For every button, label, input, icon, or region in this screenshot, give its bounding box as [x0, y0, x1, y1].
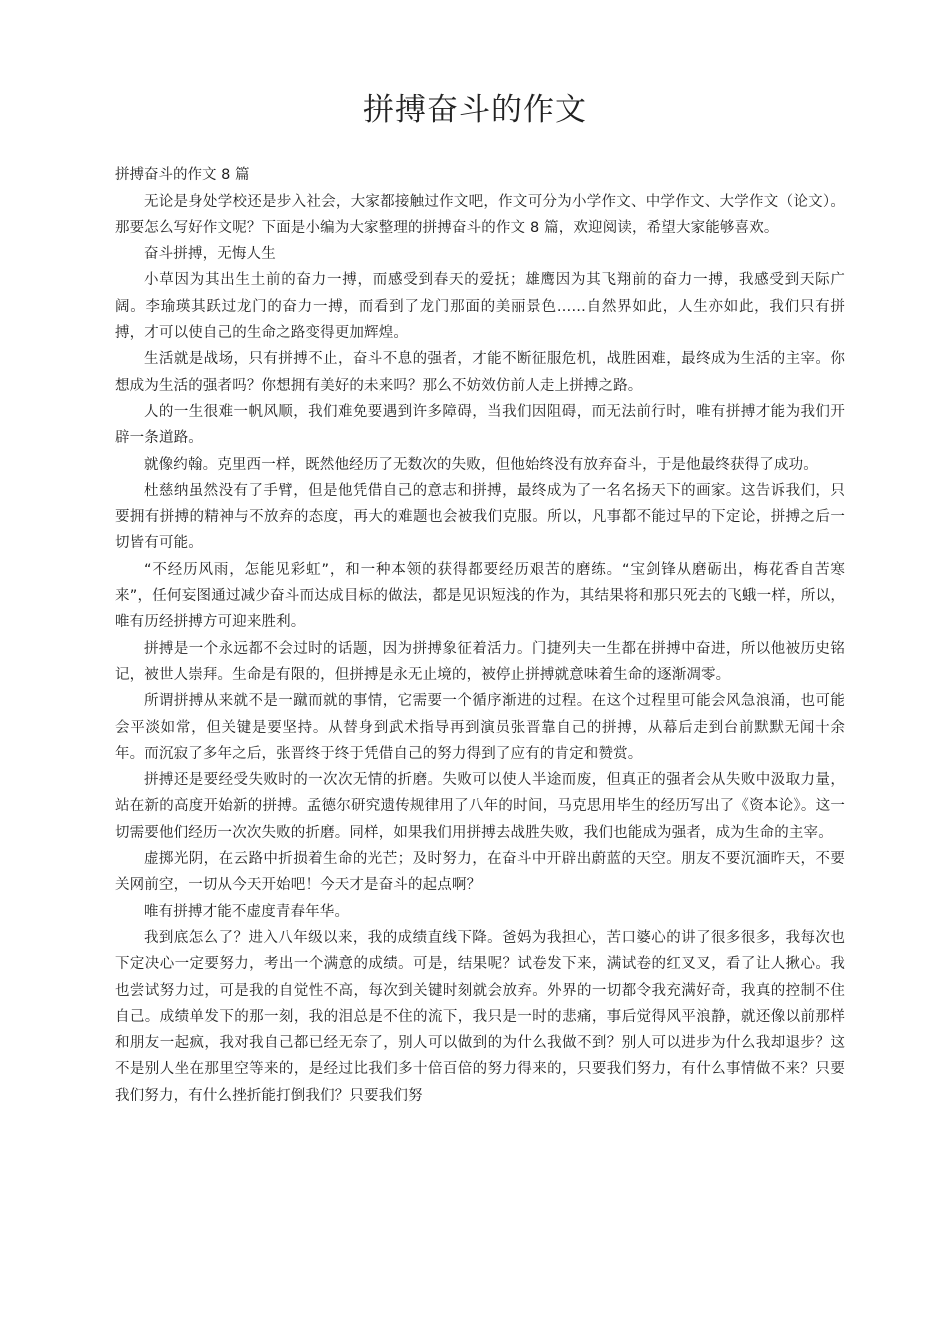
document-subtitle: 拼搏奋斗的作文 8 篇 — [115, 167, 250, 183]
paragraph: 小草因为其出生土前的奋力一搏，而感受到春天的爱抚；雄鹰因为其飞翔前的奋力一搏，我感受到天际广阔。李瑜瑛其跃过龙门的奋力一搏，而看到了龙门那面的美丽景色……自然界如此，人生亦如此，我们只有拼搏，才可以使自己的生命之路变得更加辉煌。 — [115, 272, 845, 342]
document-body — [115, 162, 845, 1109]
paragraph: 拼搏还是要经受失败时的一次次无情的折磨。失败可以使人半途而废，但真正的强者会从失败中汲取力量，站在新的高度开始新的拼搏。孟德尔研究遗传规律用了八年的时间，马克思用毕生的经历写出了《资本论》。这一切需要他们经历一次次失败的折磨。同样，如果我们用拼搏去战胜失败，我们也能成为强者，成为生命的主宰。 — [115, 772, 845, 841]
document-title: 拼搏奋斗的作文 — [363, 92, 587, 128]
section-heading: 奋斗拼搏，无悔人生 — [144, 246, 276, 263]
paragraph: 生活就是战场，只有拼搏不止，奋斗不息的强者，才能不断征服危机，战胜困难，最终成为生活的主宰。你想成为生活的强者吗？你想拥有美好的未来吗？那么不妨效仿前人走上拼搏之路。 — [115, 351, 845, 394]
section-heading: 唯有拼搏才能不虚度青春年华。 — [144, 903, 350, 920]
paragraph: 人的一生很难一帆风顺，我们难免要遇到许多障碍，当我们因阻碍，而无法前行时，唯有拼搏才能为我们开辟一条道路。 — [115, 403, 845, 447]
paragraph: 虚掷光阴，在云路中折损着生命的光芒；及时努力，在奋斗中开辟出蔚蓝的天空。朋友不要沉湎昨天，不要关网前空，一切从今天开始吧！今天才是奋斗的起点啊？ — [115, 851, 845, 894]
paragraph: “不经历风雨，怎能见彩虹”，和一种本领的获得都要经历艰苦的磨练。“宝剑锋从磨砺出，梅花香自苦寒来”，任何妄图通过减少奋斗而达成目标的做法，都是见识短浅的作为，其结果将和那只死去的飞蛾一样，所以，唯有历经拼搏方可迎来胜利。 — [115, 561, 845, 631]
paragraph: 就像约翰。克里西一样，既然他经历了无数次的失败，但他始终没有放弃奋斗，于是他最终获得了成功。 — [144, 456, 818, 473]
paragraph: 无论是身处学校还是步入社会，大家都接触过作文吧，作文可分为小学作文、中学作文、大学作文（论文）。那要怎么写好作文呢？下面是小编为大家整理的拼搏奋斗的作文 8 篇，欢迎阅读，希望大家能够喜欢。 — [115, 193, 845, 236]
paragraph: 所谓拼搏从来就不是一蹴而就的事情，它需要一个循序渐进的过程。在这个过程里可能会风急浪涌，也可能会平淡如常，但关键是要坚持。从替身到武术指导再到演员张晋靠自己的拼搏，从幕后走到台前默默无闻十余年。而沉寂了多年之后，张晋终于终于凭借自己的努力得到了应有的肯定和赞赏。 — [115, 693, 845, 762]
paragraph: 杜慈纳虽然没有了手臂，但是他凭借自己的意志和拼搏，最终成为了一名名扬天下的画家。这告诉我们，只要拥有拼搏的精神与不放弃的态度，再大的难题也会被我们克服。所以，凡事都不能过早的下定论，拼搏之后一切皆有可能。 — [115, 482, 845, 552]
paragraph: 我到底怎么了？进入八年级以来，我的成绩直线下降。爸妈为我担心，苦口婆心的讲了很多很多，我每次也下定决心一定要努力，考出一个满意的成绩。可是，结果呢？试卷发下来，满试卷的红叉叉，看了让人揪心。我也尝试努力过，可是我的自觉性不高，每次到关键时刻就会放弃。外界的一切都令我充满好奇，我真的控制不住自己。成绩单发下的那一刻，我的泪总是不住的流下，我只是一时的悲痛，事后觉得风平浪静，就还像以前那样和朋友一起疯，我对我自己都已经无奈了，别人可以做到的为什么我做不到？别人可以进步为什么我却退步？这不是别人坐在那里空等来的，是经过比我们多十倍百倍的努力得来的，只要我们努力，有什么事情做不来？只要我们努力，有什么挫折能打倒我们？只要我们努 — [115, 929, 845, 1104]
paragraph: 拼搏是一个永远都不会过时的话题，因为拼搏象征着活力。门捷列夫一生都在拼搏中奋进，所以他被历史铭记，被世人崇拜。生命是有限的，但拼搏是永无止境的，被停止拼搏就意味着生命的逐渐凋零。 — [115, 640, 845, 683]
